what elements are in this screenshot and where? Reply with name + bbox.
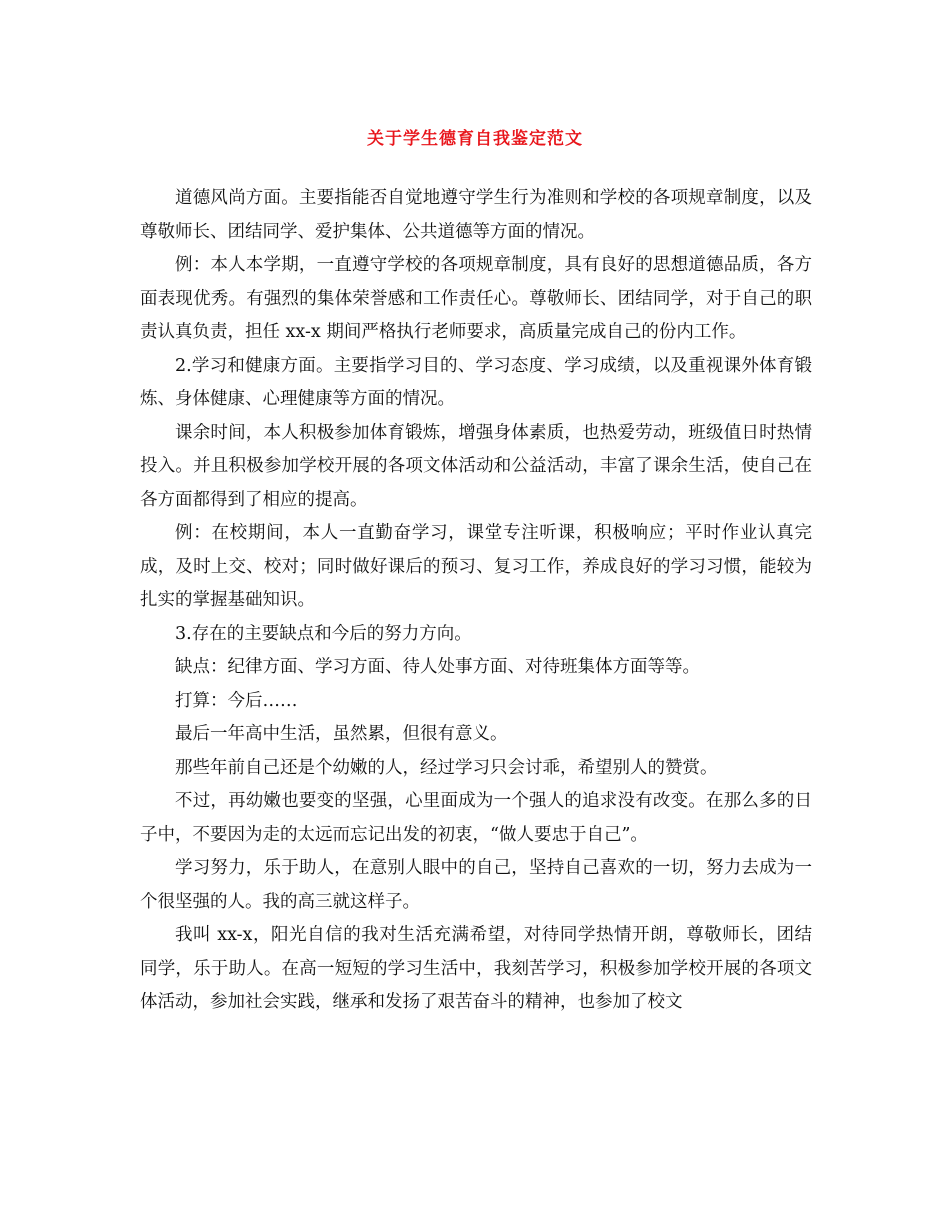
paragraph: 道德风尚方面。主要指能否自觉地遵守学生行为准则和学校的各项规章制度，以及尊敬师长、团结同学、爱护集体、公共道德等方面的情况。: [140, 188, 812, 242]
paragraph: 3.存在的主要缺点和今后的努力方向。: [175, 623, 472, 644]
document-body: [140, 182, 812, 1020]
paragraph: 学习努力，乐于助人，在意别人眼中的自己，坚持自己喜欢的一切，努力去成为一个很坚强的人。我的高三就这样子。: [140, 858, 812, 912]
paragraph: 最后一年高中生活，虽然累，但很有意义。: [175, 724, 508, 744]
paragraph: 我叫 xx-x，阳光自信的我对生活充满希望，对待同学热情开朗，尊敬师长，团结 同学，乐于助人。在高一短短的学习生活中，我刻苦学习，积极参加学校开展的各项文体活动，参加社会实践，继承和发扬了艰苦奋斗的精神，也参加了校文: [140, 925, 812, 1012]
document-title: 关于学生德育自我鉴定范文: [367, 129, 583, 149]
paragraph: 那些年前自己还是个幼嫩的人，经过学习只会讨乖，希望别人的赞赏。: [175, 757, 718, 778]
paragraph: 例：在校期间，本人一直勤奋学习，课堂专注听课，积极响应；平时作业认真完成，及时上交、校对；同时做好课后的预习、复习工作，养成良好的学习习惯，能较为扎实的掌握基础知识。: [140, 523, 812, 610]
paragraph: 缺点：纪律方面、学习方面、待人处事方面、对待班集体方面等等。: [175, 657, 700, 677]
paragraph: 不过，再幼嫩也要变的坚强，心里面成为一个强人的追求没有改变。在那么多的日子中，不要因为走的太远而忘记出发的初衷，“做人要忠于自己”。: [140, 791, 812, 845]
paragraph: 打算：今后……: [175, 690, 298, 711]
paragraph: 2.学习和健康方面。主要指学习目的、学习态度、学习成绩，以及重视课外体育锻炼、身体健康、心理健康等方面的情况。: [140, 355, 812, 409]
paragraph: 例：本人本学期，一直遵守学校的各项规章制度，具有良好的思想道德品质，各方面表现优秀。有强烈的集体荣誉感和工作责任心。尊敬师长、团结同学，对于自己的职责认真负责，担任 xx-x 期间严格执行老师要求，高质量完成自己的份内工作。: [140, 255, 812, 342]
paragraph: 课余时间，本人积极参加体育锻炼，增强身体素质，也热爱劳动，班级值日时热情投入。并且积极参加学校开展的各项文体活动和公益活动，丰富了课余生活，使自己在各方面都得到了相应的提高。: [140, 422, 812, 510]
